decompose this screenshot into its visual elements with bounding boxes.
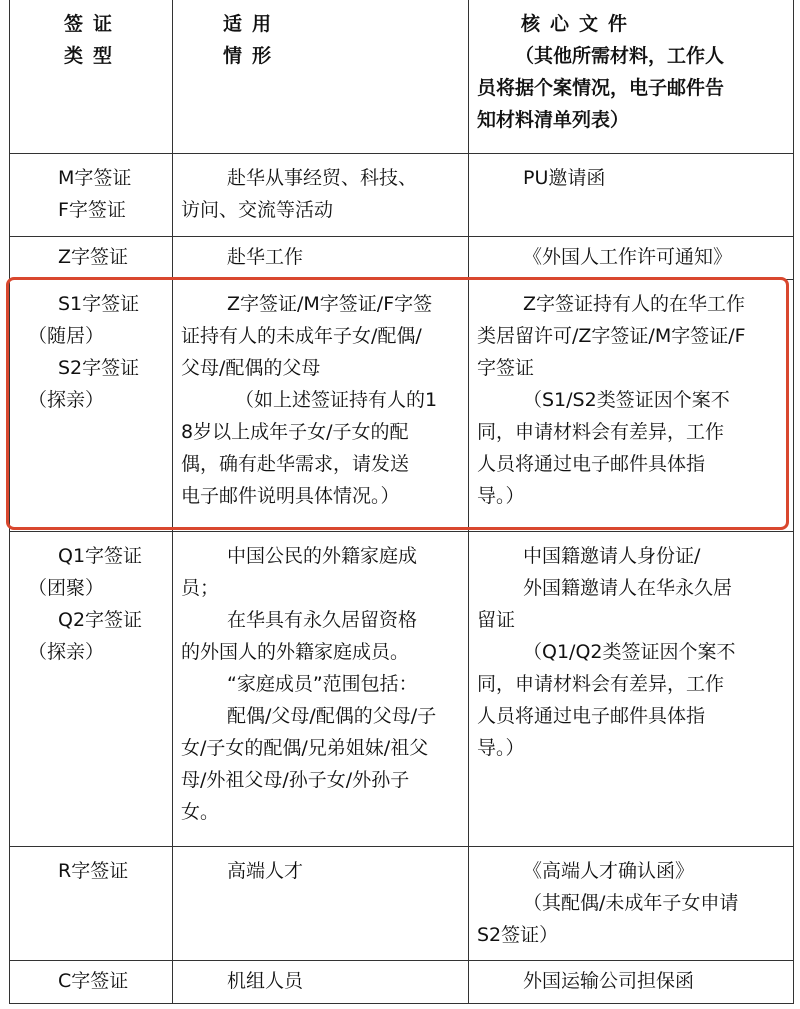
visa-type-text: （探亲） xyxy=(28,641,105,663)
visa-type-text: Q2字签证 xyxy=(58,609,143,631)
situation-text: 父母/配偶的父母 xyxy=(181,357,321,379)
header-documents xyxy=(469,0,793,153)
situation-text: 8岁以上成年子女/子女的配 xyxy=(181,421,409,443)
documents-cell xyxy=(469,961,793,1003)
situation-text: 赴华从事经贸、科技、 xyxy=(227,167,418,189)
visa-type-text: Q1字签证 xyxy=(58,545,143,567)
situation-text: （如上述签证持有人的1 xyxy=(235,389,438,411)
documents-text: 留证 xyxy=(477,609,516,631)
documents-cell xyxy=(469,532,793,846)
documents-text: PU邀请函 xyxy=(523,167,606,189)
visa-type-cell xyxy=(10,961,173,1003)
visa-type-cell xyxy=(10,280,173,531)
situation-cell xyxy=(173,532,469,846)
documents-text: 导。） xyxy=(477,485,525,507)
situation-text: 母/外祖父母/孙子女/外孙子 xyxy=(181,769,410,791)
documents-text: 类居留许可/Z字签证/M字签证/F xyxy=(477,325,746,347)
visa-type-text: （探亲） xyxy=(28,389,105,411)
header-note: 知材料清单列表） xyxy=(477,109,630,131)
visa-type-cell xyxy=(10,154,173,236)
documents-cell xyxy=(469,237,793,279)
table-row xyxy=(10,154,793,237)
situation-text: 证持有人的未成年子女/配偶/ xyxy=(181,325,422,347)
situation-text: 员； xyxy=(181,577,220,599)
visa-type-text: M字签证 xyxy=(58,167,132,189)
documents-text: 中国籍邀请人身份证/ xyxy=(523,545,701,567)
situation-cell xyxy=(173,280,469,531)
situation-text: 偶，确有赴华需求，请发送 xyxy=(181,453,410,475)
situation-text: “家庭成员”范围包括： xyxy=(227,673,418,695)
header-text: 签证 xyxy=(64,13,123,35)
header-situation xyxy=(173,0,469,153)
documents-text: Z字签证持有人的在华工作 xyxy=(523,293,746,315)
visa-type-text: Z字签证 xyxy=(58,246,129,268)
situation-text: 女/子女的配偶/兄弟姐妹/祖父 xyxy=(181,737,429,759)
situation-text: 电子邮件说明具体情况。） xyxy=(181,485,400,507)
documents-text: 人员将通过电子邮件具体指 xyxy=(477,705,706,727)
table-row xyxy=(10,961,793,1004)
situation-cell xyxy=(173,154,469,236)
documents-text: （其配偶/未成年子女申请 xyxy=(523,892,739,914)
documents-text: 同，申请材料会有差异，工作 xyxy=(477,673,725,695)
situation-text: 高端人才 xyxy=(227,860,304,882)
documents-text: 外国运输公司担保函 xyxy=(523,970,695,992)
situation-text: 访问、交流等活动 xyxy=(181,199,334,221)
header-text: 适用 xyxy=(223,13,282,35)
situation-text: 赴华工作 xyxy=(227,246,304,268)
header-text: 类型 xyxy=(64,45,123,67)
documents-text: （Q1/Q2类签证因个案不 xyxy=(523,641,736,663)
situation-text: Z字签证/M字签证/F字签 xyxy=(227,293,433,315)
documents-text: 《外国人工作许可通知》 xyxy=(523,246,733,268)
situation-cell xyxy=(173,847,469,960)
documents-text: 《高端人才确认函》 xyxy=(523,860,695,882)
header-text: 情形 xyxy=(223,45,282,67)
situation-text: 机组人员 xyxy=(227,970,304,992)
visa-type-text: C字签证 xyxy=(58,970,129,992)
situation-text: 的外国人的外籍家庭成员。 xyxy=(181,641,410,663)
situation-text: 在华具有永久居留资格 xyxy=(227,609,418,631)
header-text: 核心文件 xyxy=(521,13,638,35)
visa-type-text: S2字签证 xyxy=(58,357,140,379)
documents-text: （S1/S2类签证因个案不 xyxy=(523,389,730,411)
situation-text: 女。 xyxy=(181,801,220,823)
header-visa-type xyxy=(10,0,173,153)
situation-cell xyxy=(173,237,469,279)
documents-text: 外国籍邀请人在华永久居 xyxy=(523,577,733,599)
situation-text: 中国公民的外籍家庭成 xyxy=(227,545,418,567)
documents-text: 字签证 xyxy=(477,357,535,379)
documents-cell xyxy=(469,847,793,960)
documents-text: 导。） xyxy=(477,737,525,759)
visa-table xyxy=(9,0,794,1004)
header-note: 员将据个案情况，电子邮件告 xyxy=(477,77,725,99)
visa-type-text: R字签证 xyxy=(58,860,129,882)
documents-cell xyxy=(469,154,793,236)
situation-text: 配偶/父母/配偶的父母/子 xyxy=(227,705,437,727)
visa-type-cell xyxy=(10,237,173,279)
documents-text: 人员将通过电子邮件具体指 xyxy=(477,453,706,475)
visa-type-text: （随居） xyxy=(28,325,105,347)
documents-cell xyxy=(469,280,793,531)
situation-cell xyxy=(173,961,469,1003)
documents-text: 同，申请材料会有差异，工作 xyxy=(477,421,725,443)
visa-type-text: S1字签证 xyxy=(58,293,140,315)
table-row xyxy=(10,847,793,961)
table-row xyxy=(10,280,793,532)
visa-type-cell xyxy=(10,532,173,846)
visa-type-cell xyxy=(10,847,173,960)
table-row xyxy=(10,532,793,847)
header-note: （其他所需材料，工作人 xyxy=(515,45,725,67)
documents-text: S2签证） xyxy=(477,924,559,946)
table-header-row xyxy=(10,0,793,154)
visa-type-text: （团聚） xyxy=(28,577,105,599)
table-row xyxy=(10,237,793,280)
visa-type-text: F字签证 xyxy=(58,199,126,221)
